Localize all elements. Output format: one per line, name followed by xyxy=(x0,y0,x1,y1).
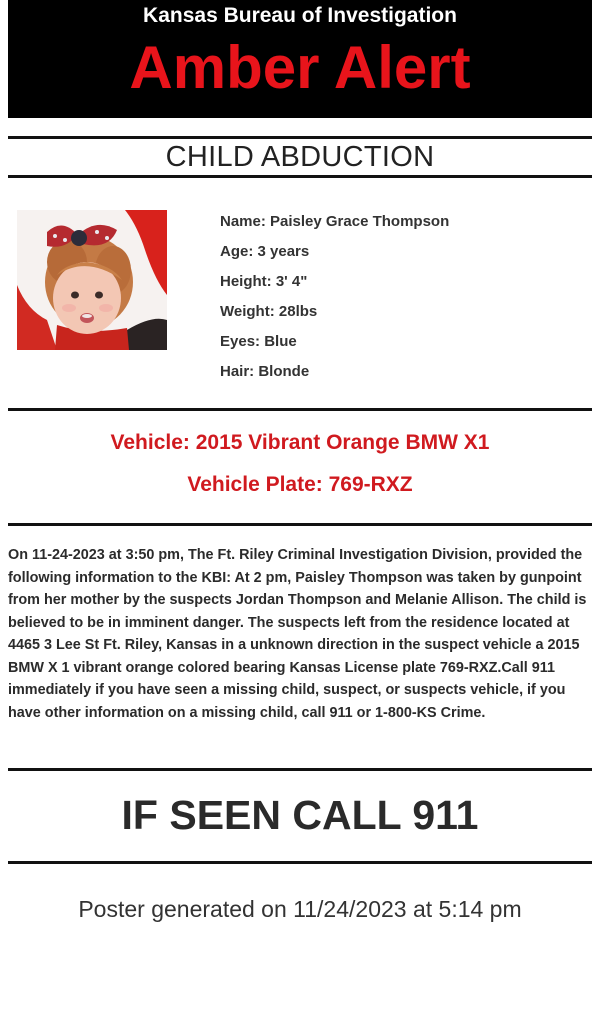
alert-header xyxy=(8,0,592,118)
child-height: Height: 3' 4" xyxy=(220,273,308,290)
child-photo xyxy=(17,210,167,350)
incident-narrative: On 11-24-2023 at 3:50 pm, The Ft. Riley Criminal Investigation Division, provided the following information to the KBI: At 2 pm, Paisley Thompson was taken by gunpoint from her mother by the suspects Jordan Thompson and Melanie Allison. The child is believed to be in imminent danger. The suspects left from the residence located at 4465 3 Lee St Ft. Riley, Kansas in a unknown direction in the suspect vehicle a 2015 BMW X 1 vibrant orange colored bearing Kansas License plate 769-RXZ.Call 911 immediately if you have seen a missing child, suspect, or suspects vehicle, if you have other information on a missing child, call 911 or 1-800-KS Crime. xyxy=(8,547,587,721)
child-age: Age: 3 years xyxy=(220,243,310,260)
agency-name: Kansas Bureau of Investigation xyxy=(143,4,457,27)
child-eyes: Eyes: Blue xyxy=(220,333,297,350)
alert-title: Amber Alert xyxy=(129,34,471,101)
divider-top xyxy=(8,136,592,139)
child-details xyxy=(220,212,449,392)
child-hair: Hair: Blonde xyxy=(220,363,310,380)
child-weight: Weight: 28lbs xyxy=(220,303,318,320)
vehicle-plate: Vehicle Plate: 769-RXZ xyxy=(187,473,413,496)
divider-above-callout xyxy=(8,768,592,771)
call-911-callout: IF SEEN CALL 911 xyxy=(121,792,479,838)
poster-generated-footer: Poster generated on 11/24/2023 at 5:14 pm xyxy=(78,896,522,922)
divider-under-title xyxy=(8,175,592,178)
section-title: CHILD ABDUCTION xyxy=(165,141,435,173)
divider-below-callout xyxy=(8,861,592,864)
child-photo-illustration xyxy=(17,210,167,350)
child-name: Name: Paisley Grace Thompson xyxy=(220,213,450,230)
divider-above-vehicle xyxy=(8,408,592,411)
vehicle-description: Vehicle: 2015 Vibrant Orange BMW X1 xyxy=(110,431,490,454)
divider-below-vehicle xyxy=(8,523,592,526)
